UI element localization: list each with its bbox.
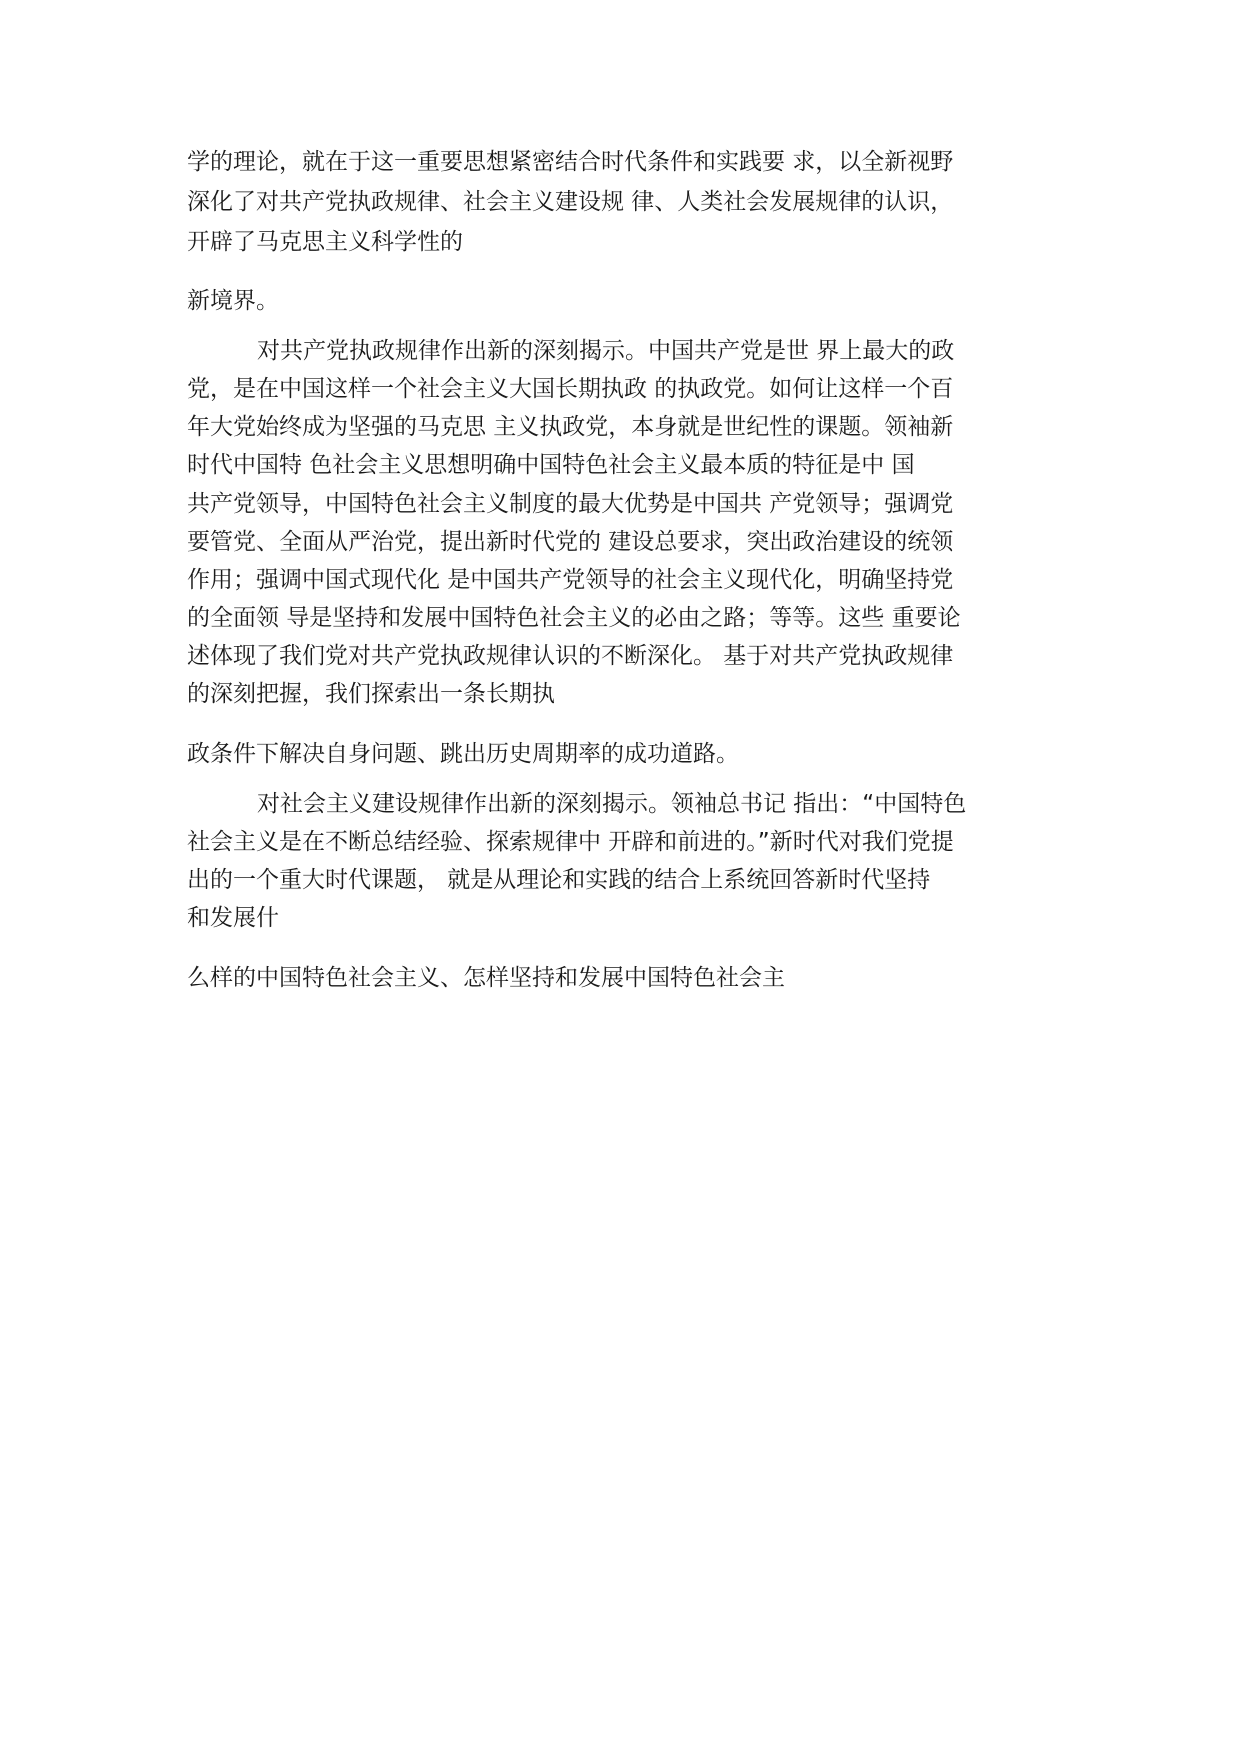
text-line: 学的理论，就在于这一重要思想紧密结合时代条件和实践要 求，以全新视野: [187, 149, 954, 175]
text-line: 和发展什: [187, 905, 279, 931]
text-line: 的深刻把握，我们探索出一条长期执: [187, 681, 555, 707]
text-line: 作用；强调中国式现代化 是中国共产党领导的社会主义现代化，明确坚持党: [187, 567, 954, 593]
text-line: 政条件下解决自身问题、跳出历史周期率的成功道路。: [187, 741, 739, 767]
text-line: 党，是在中国这样一个社会主义大国长期执政 的执政党。如何让这样一个百: [187, 376, 954, 402]
paragraph-first-line: 对共产党执政规律作出新的深刻揭示。中国共产党是世 界上最大的政: [257, 338, 955, 364]
text-line: 共产党领导，中国特色社会主义制度的最大优势是中国共 产党领导；强调党: [187, 491, 954, 517]
text-line: 出的一个重大时代课题， 就是从理论和实践的结合上系统回答新时代坚持: [187, 867, 931, 893]
text-line: 深化了对共产党执政规律、社会主义建设规 律、人类社会发展规律的认识，: [187, 189, 954, 215]
text-line: 述体现了我们党对共产党执政规律认识的不断深化。 基于对共产党执政规律: [187, 643, 954, 669]
text-line: 新境界。: [187, 288, 279, 314]
text-line: 要管党、全面从严治党，提出新时代党的 建设总要求，突出政治建设的统领: [187, 529, 954, 555]
text-line: 年大党始终成为坚强的马克思 主义执政党，本身就是世纪性的课题。领袖新: [187, 414, 954, 440]
text-line: 社会主义是在不断总结经验、探索规律中 开辟和前进的。”新时代对我们党提: [187, 829, 954, 855]
text-line: 时代中国特 色社会主义思想明确中国特色社会主义最本质的特征是中 国: [187, 452, 915, 478]
paragraph-first-line: 对社会主义建设规律作出新的深刻揭示。领袖总书记 指出：“中国特色: [257, 791, 967, 817]
text-line: 开辟了马克思主义科学性的: [187, 229, 463, 255]
text-line: 么样的中国特色社会主义、怎样坚持和发展中国特色社会主: [187, 965, 785, 991]
text-line: 的全面领 导是坚持和发展中国特色社会主义的必由之路；等等。这些 重要论: [187, 605, 961, 631]
